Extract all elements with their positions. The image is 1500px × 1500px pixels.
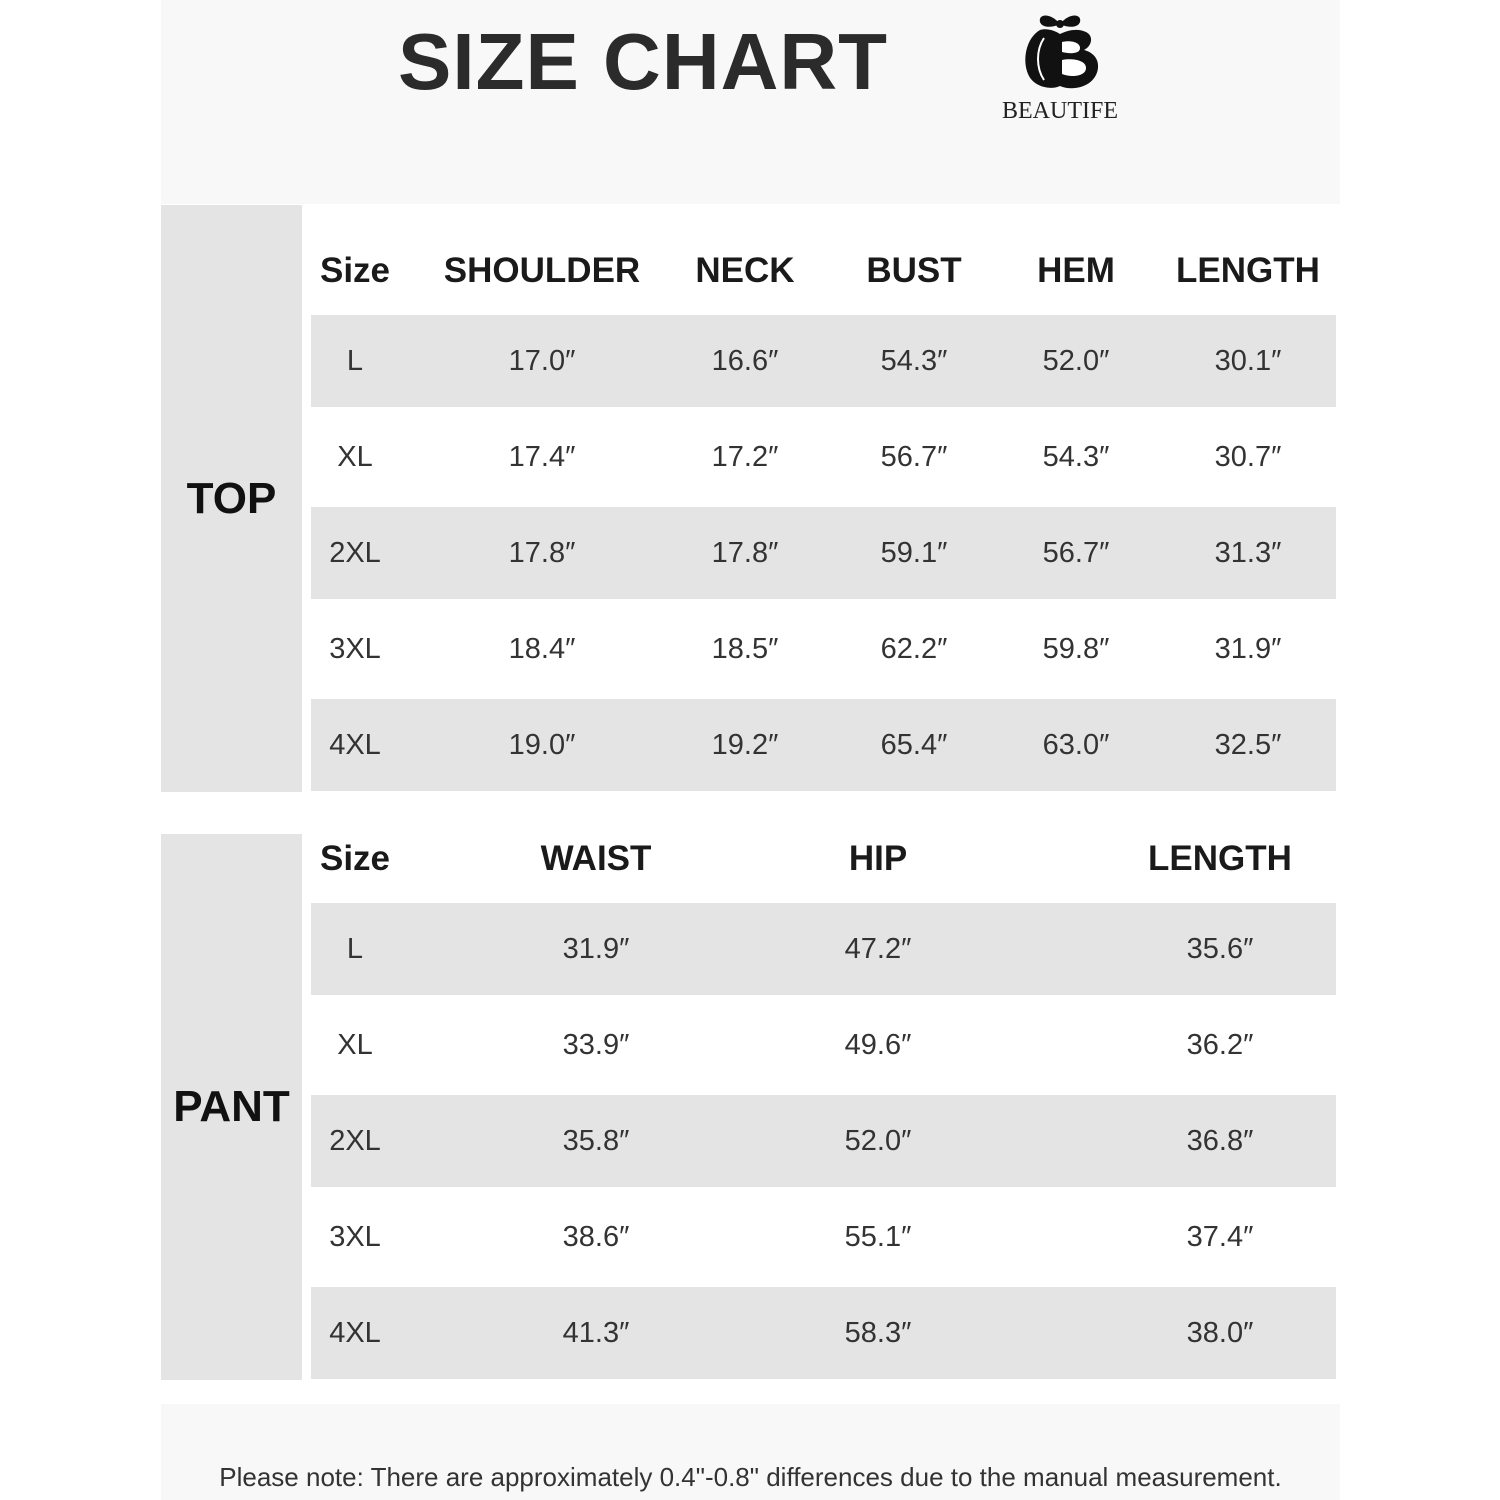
measurement-cell: 30.7″ bbox=[1214, 440, 1282, 473]
measurement-cell: 35.6″ bbox=[1186, 932, 1254, 965]
measurement-cell: 38.0″ bbox=[1186, 1316, 1254, 1349]
table-row bbox=[311, 699, 1336, 791]
table-row bbox=[311, 1191, 1336, 1283]
table-row bbox=[311, 507, 1336, 599]
size-cell: L bbox=[346, 344, 364, 377]
measurement-cell: 35.8″ bbox=[562, 1124, 630, 1157]
top-section-label: TOP bbox=[161, 205, 302, 792]
size-cell: 4XL bbox=[329, 1316, 381, 1349]
table-row bbox=[311, 315, 1336, 407]
measurement-cell: 17.0″ bbox=[508, 344, 576, 377]
measurement-cell: 47.2″ bbox=[844, 932, 912, 965]
measurement-cell: 18.5″ bbox=[711, 632, 779, 665]
measurement-cell: 17.4″ bbox=[508, 440, 576, 473]
measurement-cell: 54.3″ bbox=[1042, 440, 1110, 473]
table-row bbox=[311, 411, 1336, 503]
measurement-cell: 38.6″ bbox=[562, 1220, 630, 1253]
measurement-cell: 49.6″ bbox=[844, 1028, 912, 1061]
bow-b-logo-icon bbox=[1000, 8, 1120, 98]
size-cell: 3XL bbox=[329, 632, 381, 665]
pant-column-header: WAIST bbox=[540, 839, 652, 878]
top-column-header: SHOULDER bbox=[443, 251, 641, 290]
measurement-cell: 32.5″ bbox=[1214, 728, 1282, 761]
table-row bbox=[311, 999, 1336, 1091]
measurement-cell: 59.1″ bbox=[880, 536, 948, 569]
pant-column-header: HIP bbox=[848, 839, 908, 878]
measurement-cell: 16.6″ bbox=[711, 344, 779, 377]
measurement-cell: 31.9″ bbox=[562, 932, 630, 965]
size-cell: 3XL bbox=[329, 1220, 381, 1253]
measurement-cell: 52.0″ bbox=[844, 1124, 912, 1157]
top-column-header: BUST bbox=[866, 251, 962, 290]
top-column-header: NECK bbox=[695, 251, 795, 290]
measurement-cell: 36.2″ bbox=[1186, 1028, 1254, 1061]
table-row bbox=[311, 1287, 1336, 1379]
measurement-cell: 19.0″ bbox=[508, 728, 576, 761]
brand-name: BEAUTIFE bbox=[1002, 98, 1118, 124]
measurement-cell: 59.8″ bbox=[1042, 632, 1110, 665]
measurement-cell: 17.8″ bbox=[508, 536, 576, 569]
brand-logo bbox=[1000, 8, 1120, 128]
size-cell: 4XL bbox=[329, 728, 381, 761]
size-cell: L bbox=[346, 932, 364, 965]
pant-section-label: PANT bbox=[161, 834, 302, 1380]
measurement-note: Please note: There are approximately 0.4"-0.8" differences due to the manual measurement. bbox=[219, 1462, 1282, 1492]
measurement-cell: 19.2″ bbox=[711, 728, 779, 761]
measurement-cell: 58.3″ bbox=[844, 1316, 912, 1349]
table-row bbox=[311, 603, 1336, 695]
pant-column-header: Size bbox=[319, 839, 391, 878]
measurement-cell: 17.8″ bbox=[711, 536, 779, 569]
measurement-cell: 36.8″ bbox=[1186, 1124, 1254, 1157]
page-title: SIZE CHART bbox=[398, 17, 888, 106]
top-header-row bbox=[311, 225, 1336, 317]
pant-header-row bbox=[311, 813, 1336, 905]
measurement-cell: 65.4″ bbox=[880, 728, 948, 761]
measurement-cell: 41.3″ bbox=[562, 1316, 630, 1349]
size-cell: XL bbox=[337, 440, 373, 473]
measurement-cell: 52.0″ bbox=[1042, 344, 1110, 377]
measurement-cell: 30.1″ bbox=[1214, 344, 1282, 377]
measurement-cell: 55.1″ bbox=[844, 1220, 912, 1253]
measurement-cell: 54.3″ bbox=[880, 344, 948, 377]
measurement-cell: 18.4″ bbox=[508, 632, 576, 665]
measurement-cell: 37.4″ bbox=[1186, 1220, 1254, 1253]
measurement-cell: 17.2″ bbox=[711, 440, 779, 473]
measurement-cell: 62.2″ bbox=[880, 632, 948, 665]
pant-column-header: LENGTH bbox=[1148, 839, 1292, 878]
top-column-header: LENGTH bbox=[1176, 251, 1320, 290]
measurement-cell: 63.0″ bbox=[1042, 728, 1110, 761]
table-row bbox=[311, 1095, 1336, 1187]
measurement-cell: 33.9″ bbox=[562, 1028, 630, 1061]
measurement-cell: 31.9″ bbox=[1214, 632, 1282, 665]
size-cell: 2XL bbox=[329, 536, 381, 569]
size-cell: 2XL bbox=[329, 1124, 381, 1157]
measurement-cell: 31.3″ bbox=[1214, 536, 1282, 569]
top-column-header: HEM bbox=[1037, 251, 1115, 290]
table-row bbox=[311, 903, 1336, 995]
measurement-cell: 56.7″ bbox=[1042, 536, 1110, 569]
size-cell: XL bbox=[337, 1028, 373, 1061]
measurement-cell: 56.7″ bbox=[880, 440, 948, 473]
top-column-header: Size bbox=[319, 251, 391, 290]
